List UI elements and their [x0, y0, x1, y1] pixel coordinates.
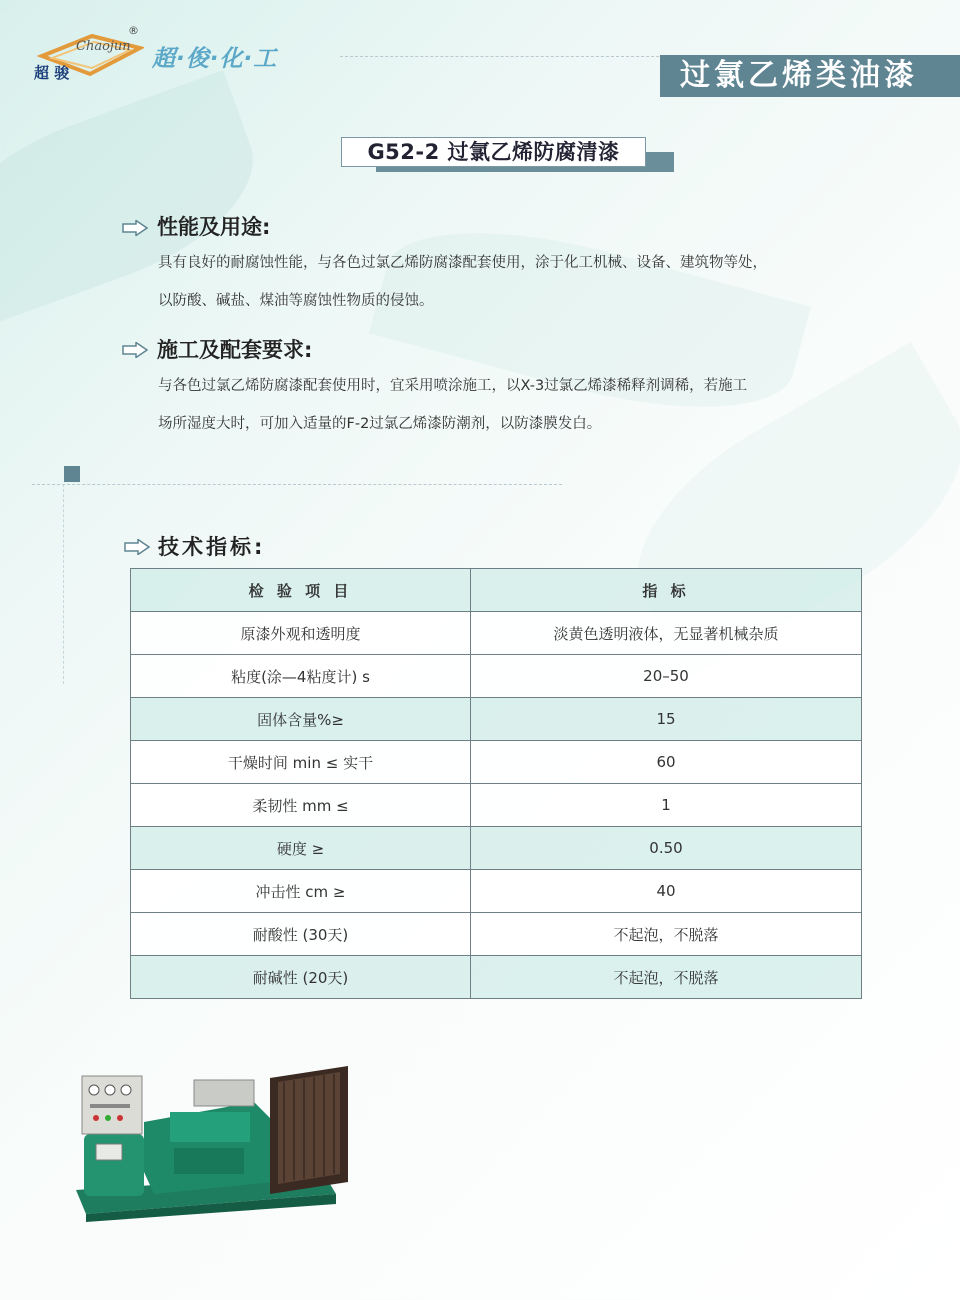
table-row	[131, 612, 862, 655]
spec-value: 40	[471, 870, 862, 913]
registered-mark: ®	[128, 24, 139, 37]
arrow-right-icon	[122, 220, 148, 236]
spec-item: 原漆外观和透明度	[131, 612, 471, 655]
spec-value: 15	[471, 698, 862, 741]
section-heading-tech: 技术指标:	[158, 535, 266, 559]
spec-item: 干燥时间 min ≤ 实干	[131, 741, 471, 784]
column-header-value: 指 标	[471, 569, 862, 612]
table-row	[131, 741, 862, 784]
spec-value: 60	[471, 741, 862, 784]
column-header-item: 检 验 项 目	[131, 569, 471, 612]
generator-set-image	[74, 1062, 354, 1222]
section-heading-construction: 施工及配套要求:	[157, 338, 313, 362]
paragraph-line: 场所湿度大时，可加入适量的F-2过氯乙烯漆防潮剂，以防漆膜发白。	[158, 416, 602, 432]
spec-item: 耐碱性 (20天)	[131, 956, 471, 999]
table-row	[131, 956, 862, 999]
section-heading-performance: 性能及用途:	[157, 215, 271, 239]
table-row	[131, 655, 862, 698]
category-banner: 过氯乙烯类油漆	[660, 55, 960, 97]
spec-value: 不起泡，不脱落	[471, 913, 862, 956]
mid-divider	[32, 484, 562, 485]
spec-item: 柔韧性 mm ≤	[131, 784, 471, 827]
section-body-construction	[158, 367, 878, 443]
table-row	[131, 827, 862, 870]
table-row	[131, 784, 862, 827]
spec-item: 硬度 ≥	[131, 827, 471, 870]
divider-square	[64, 466, 80, 482]
spec-item: 耐酸性 (30天)	[131, 913, 471, 956]
spec-value: 淡黄色透明液体，无显著机械杂质	[471, 612, 862, 655]
product-title: G52-2 过氯乙烯防腐清漆	[341, 137, 646, 167]
arrow-right-icon	[122, 342, 148, 358]
table-row	[131, 698, 862, 741]
spec-value: 20–50	[471, 655, 862, 698]
vertical-divider	[63, 484, 64, 684]
table-row	[131, 870, 862, 913]
paragraph-line: 以防酸、碱盐、煤油等腐蚀性物质的侵蚀。	[158, 293, 434, 309]
section-body-performance	[158, 244, 878, 320]
table-row	[131, 913, 862, 956]
arrow-right-icon	[124, 539, 150, 555]
spec-value: 不起泡，不脱落	[471, 956, 862, 999]
spec-item: 粘度(涂—4粘度计) s	[131, 655, 471, 698]
logo-cn-text: 超 骏	[34, 64, 70, 82]
logo-script-text: Chaojun	[76, 39, 131, 54]
spec-item: 固体含量%≥	[131, 698, 471, 741]
paragraph-line: 具有良好的耐腐蚀性能，与各色过氯乙烯防腐漆配套使用，涂于化工机械、设备、建筑物等处，	[158, 255, 767, 271]
spec-table	[130, 568, 862, 999]
table-header-row	[131, 569, 862, 612]
spec-value: 1	[471, 784, 862, 827]
spec-item: 冲击性 cm ≥	[131, 870, 471, 913]
brand-text: 超·俊·化·工	[152, 46, 278, 72]
paragraph-line: 与各色过氯乙烯防腐漆配套使用时，宜采用喷涂施工，以X-3过氯乙烯漆稀释剂调稀，若施工	[158, 378, 748, 394]
spec-value: 0.50	[471, 827, 862, 870]
